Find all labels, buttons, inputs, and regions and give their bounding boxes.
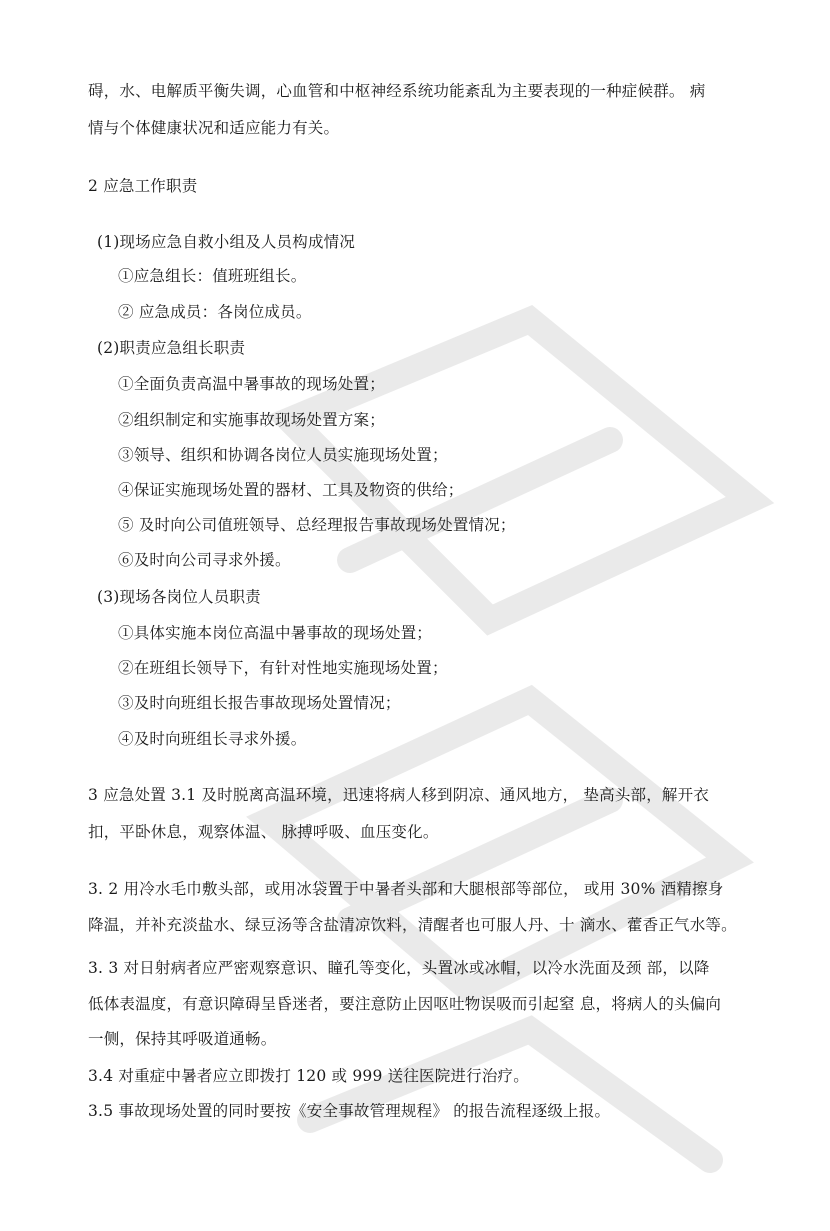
section-2-title: 2 应急工作职责 [88,177,198,195]
subsection-2-title: (2)职责应急组长职责 [97,339,246,357]
section-3-line-2: 扣，平卧休息，观察体温、 脉搏呼吸、血压变化。 [88,823,439,841]
list-item: ①具体实施本岗位高温中暑事故的现场处置； [118,624,433,642]
list-item: ①应急组长：值班班组长。 [118,267,307,285]
list-item: ①全面负责高温中暑事故的现场处置； [118,375,385,393]
section-3-2-line-1: 3. 2 用冷水毛巾敷头部，或用冰袋置于中暑者头部和大腿根部等部位， 或用 30% 酒精擦身 [88,880,724,898]
list-item: ④保证实施现场处置的器材、工具及物资的供给； [118,481,464,499]
section-3-line-1: 3 应急处置 3.1 及时脱离高温环境，迅速将病人移到阴凉、通风地方， 垫高头部，解开衣 [88,786,710,804]
section-3-2-line-2: 降温，并补充淡盐水、绿豆汤等含盐清凉饮料，清醒者也可服人丹、十 滴水、藿香正气水等。 [88,916,737,934]
intro-line-1: 碍，水、电解质平衡失调，心血管和中枢神经系统功能紊乱为主要表现的一种症候群。 病 [88,82,706,100]
list-item: ⑤ 及时向公司值班领导、总经理报告事故现场处置情况； [118,516,516,534]
list-item: ② 应急成员：各岗位成员。 [118,303,312,321]
section-3-3-line-2: 低体表温度，有意识障碍呈昏迷者，要注意防止因呕吐物误吸而引起窒 息，将病人的头偏向 [88,995,722,1013]
section-3-3-line-1: 3. 3 对日射病者应严密观察意识、瞳孔等变化，头置冰或冰帽，以冷水洗面及颈 部，以降 [88,959,710,977]
section-3-5: 3.5 事故现场处置的同时要按《安全事故管理规程》 的报告流程逐级上报。 [88,1102,611,1120]
list-item: ③领导、组织和协调各岗位人员实施现场处置； [118,446,448,464]
list-item: ②组织制定和实施事故现场处置方案； [118,411,385,429]
watermark-icon [230,300,790,1200]
section-3-4: 3.4 对重症中暑者应立即拨打 120 或 999 送往医院进行治疗。 [88,1067,529,1085]
subsection-1-title: (1)现场应急自救小组及人员构成情况 [97,233,356,251]
list-item: ⑥及时向公司寻求外援。 [118,551,291,569]
list-item: ③及时向班组长报告事故现场处置情况； [118,694,401,712]
section-3-3-line-3: 一侧，保持其呼吸道通畅。 [88,1030,277,1048]
subsection-3-title: (3)现场各岗位人员职责 [97,588,261,606]
list-item: ②在班组长领导下，有针对性地实施现场处置； [118,659,448,677]
list-item: ④及时向班组长寻求外援。 [118,730,307,748]
intro-line-2: 情与个体健康状况和适应能力有关。 [88,119,340,137]
